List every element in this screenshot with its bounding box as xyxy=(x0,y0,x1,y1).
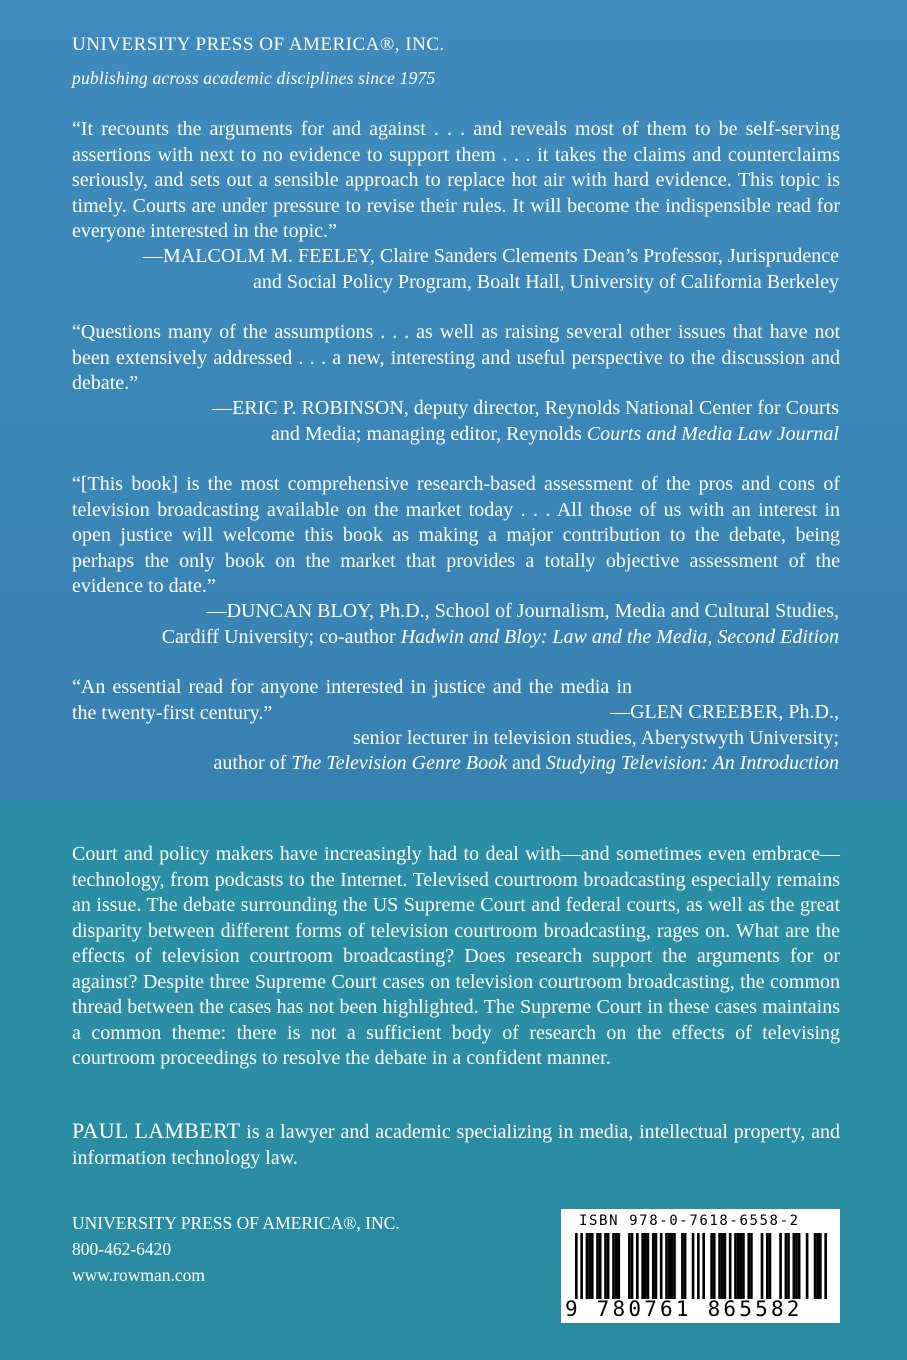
barcode-bars xyxy=(575,1233,827,1299)
barcode-bar xyxy=(588,1233,591,1299)
author-name: PAUL LAMBERT xyxy=(72,1118,241,1143)
barcode-bar xyxy=(814,1233,817,1299)
barcode-bar xyxy=(599,1233,602,1299)
journal-title: Courts and Media Law Journal xyxy=(586,422,839,445)
barcode-bar xyxy=(591,1233,594,1299)
barcode-bar xyxy=(665,1233,668,1299)
barcode-bar xyxy=(787,1233,790,1299)
review-quote-3: “[This book] is the most comprehensive research-based assessment of the pros and cons of television broadcasting available on the market today . . . All those of us with an interest in open justice will welcome this book as making a major contribution to the debate, being perhaps the only book on the market that provides a totally objective assessment of the evidence to date.” xyxy=(72,473,840,597)
barcode-bar xyxy=(816,1233,819,1299)
barcode-bar xyxy=(737,1233,740,1299)
barcode-bar xyxy=(702,1233,705,1299)
barcode-bar xyxy=(795,1233,798,1299)
barcode-bar xyxy=(615,1233,618,1299)
barcode-bar xyxy=(721,1233,724,1299)
barcode-bar xyxy=(644,1233,647,1299)
barcode-bar xyxy=(673,1233,676,1299)
barcode-bar xyxy=(617,1233,620,1299)
author-bio xyxy=(72,1118,840,1171)
book-title: Studying Television: An Introduction xyxy=(545,752,839,774)
barcode-bar xyxy=(668,1233,671,1299)
attribution-text: Cardiff University; co-author xyxy=(161,625,401,648)
attribution-line xyxy=(71,422,839,448)
barcode-bar xyxy=(724,1233,727,1299)
barcode-bar xyxy=(697,1233,700,1299)
barcode-bar xyxy=(631,1233,634,1299)
barcode-bar xyxy=(824,1233,827,1299)
barcode-bar xyxy=(670,1233,673,1299)
barcode-bar xyxy=(734,1233,737,1299)
barcode-bar xyxy=(806,1233,809,1299)
barcode-bar xyxy=(769,1233,772,1299)
attribution-text: author of xyxy=(213,752,292,774)
barcode-bar xyxy=(739,1233,742,1299)
barcode-bar xyxy=(761,1233,764,1299)
barcode-bar xyxy=(607,1233,610,1299)
book-title: Hadwin and Bloy: Law and the Media, Second Edition xyxy=(400,625,839,648)
review-attribution-3 xyxy=(71,599,839,650)
barcode xyxy=(561,1209,840,1323)
contact-phone: 800-462-6420 xyxy=(72,1239,172,1259)
barcode-bar xyxy=(641,1233,644,1299)
barcode-bar xyxy=(586,1233,589,1299)
barcode-bar xyxy=(779,1233,782,1299)
review-attribution-4 xyxy=(71,700,839,777)
barcode-bar xyxy=(575,1233,578,1299)
barcode-bar xyxy=(628,1233,631,1299)
book-title: The Television Genre Book xyxy=(291,752,507,774)
barcode-bar xyxy=(692,1233,695,1299)
barcode-bar xyxy=(612,1233,615,1299)
barcode-bar xyxy=(655,1233,658,1299)
barcode-bar xyxy=(766,1233,769,1299)
barcode-bar xyxy=(636,1233,639,1299)
barcode-bar xyxy=(604,1233,607,1299)
attribution-line: and Social Policy Program, Boalt Hall, University of California Berkeley xyxy=(253,270,839,293)
contact-website: www.rowman.com xyxy=(72,1265,206,1285)
barcode-bar xyxy=(718,1233,721,1299)
barcode-bar xyxy=(660,1233,663,1299)
attribution-line xyxy=(71,751,839,777)
attribution-text: and xyxy=(506,752,546,774)
barcode-bar xyxy=(819,1233,822,1299)
review-quote-1: “It recounts the arguments for and against . . . and reveals most of them to be self-serving assertions with next to no evidence to support them . . . it takes the claims and counterclaims seriously, and sets out a sensible approach to replace hot air with hard evidence. This topic is timely. Courts are under pressure to revise their rules. It will become the indispensible read for everyone interested in the topic.” xyxy=(72,118,840,242)
review-attribution-1 xyxy=(71,244,839,295)
barcode-bar xyxy=(681,1233,684,1299)
attribution-line: —GLEN CREEBER, Ph.D., xyxy=(610,701,839,723)
barcode-bar xyxy=(742,1233,745,1299)
attribution-line: —MALCOLM M. FEELEY, Claire Sanders Clements Dean’s Professor, Jurisprudence xyxy=(143,245,839,267)
barcode-bar xyxy=(710,1233,713,1299)
book-description: Court and policy makers have increasingly had to deal with—and sometimes even embrace—technology, from podcasts to the Internet. Televised courtroom broadcasting especially remains an issue. The debate surrounding the US Supreme Court and federal courts, as well as the great disparity between different forms of television courtroom broadcasting, rages on. What are the effects of television courtroom broadcasting? Does research support the arguments for or against? Despite three Supreme Court cases on television courtroom broadcasting, the common thread between the cases has not been highlighted. The Supreme Court in these cases maintains a common theme: there is not a sufficient body of research on the effects of televising courtroom proceedings to resolve the debate in a confident manner. xyxy=(72,843,840,1069)
attribution-line: —DUNCAN BLOY, Ph.D., School of Journalism, Media and Cultural Studies, xyxy=(206,600,839,622)
barcode-bar xyxy=(798,1233,801,1299)
attribution-line: —ERIC P. ROBINSON, deputy director, Reynolds National Center for Courts xyxy=(212,397,839,419)
barcode-bar xyxy=(596,1233,599,1299)
attribution-line xyxy=(71,625,839,651)
review-quote-4: “An essential read for anyone interested in justice and the media in the twenty-first century.” xyxy=(72,676,632,724)
review-attribution-2 xyxy=(71,396,839,447)
barcode-bar xyxy=(713,1233,716,1299)
ean-digits: 9 780761 865582 xyxy=(565,1297,803,1321)
barcode-bar xyxy=(652,1233,655,1299)
publisher-contact xyxy=(72,1210,400,1288)
publisher-name: UNIVERSITY PRESS OF AMERICA®, INC. xyxy=(72,34,445,55)
review-quote-2: “Questions many of the assumptions . . . as well as raising several other issues that have not been extensively addressed . . . a new, interesting and useful perspective to the discussion and debate.” xyxy=(72,321,840,394)
barcode-bar xyxy=(580,1233,583,1299)
barcode-bar xyxy=(647,1233,650,1299)
isbn-label: ISBN 978-0-7618-6558-2 xyxy=(579,1213,800,1229)
barcode-bar xyxy=(750,1233,753,1299)
contact-publisher: UNIVERSITY PRESS OF AMERICA®, INC. xyxy=(72,1213,400,1233)
author-bio-text: is a lawyer and academic specializing in media, intellectual property, and information technology law. xyxy=(72,1121,840,1169)
attribution-line: senior lecturer in television studies, Aberystwyth University; xyxy=(352,726,839,749)
barcode-bar xyxy=(729,1233,732,1299)
barcode-bar xyxy=(747,1233,750,1299)
barcode-bar xyxy=(793,1233,796,1299)
attribution-text: and Media; managing editor, Reynolds xyxy=(270,422,587,445)
barcode-bar xyxy=(684,1233,687,1299)
barcode-bar xyxy=(785,1233,788,1299)
publisher-tagline: publishing across academic disciplines since 1975 xyxy=(72,68,436,88)
